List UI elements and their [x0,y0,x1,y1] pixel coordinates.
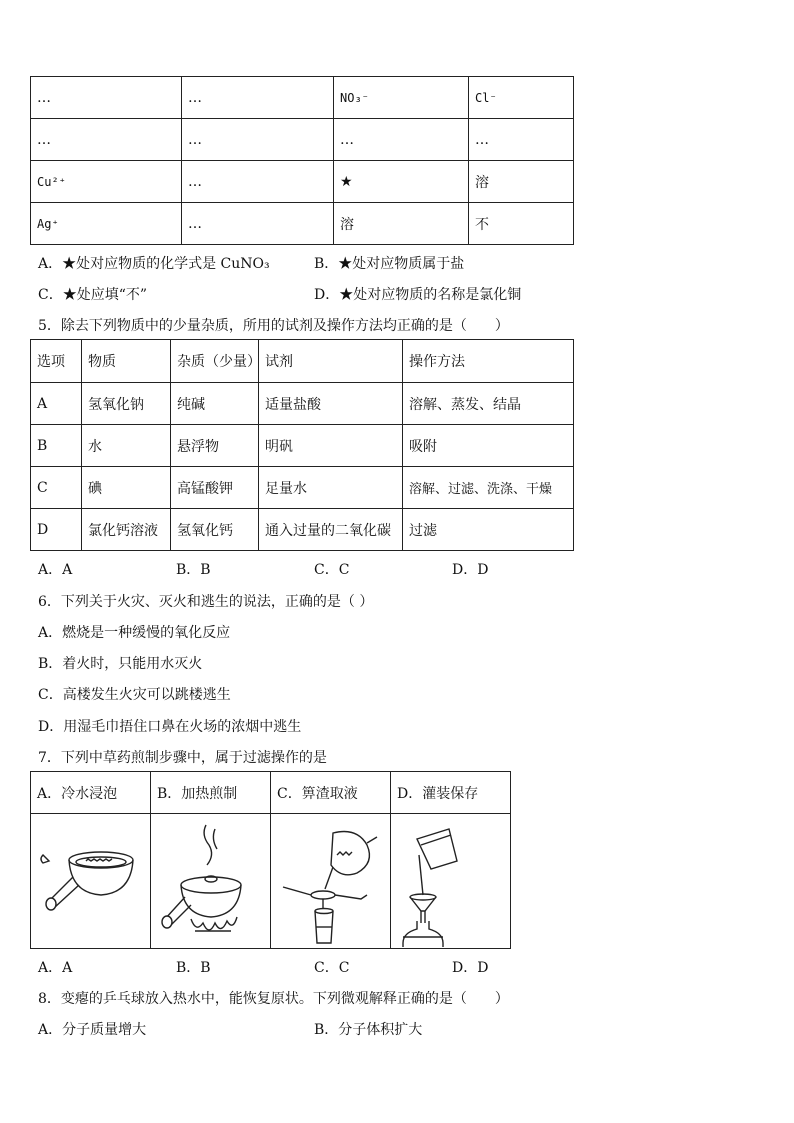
impurity-removal-table [30,339,574,551]
cell: 纯碱 [171,383,259,425]
cell: … [182,161,334,203]
q6-option-b: B．着火时，只能用水灭火 [38,656,203,672]
q8-option-b: B．分子体积扩大 [314,1022,423,1038]
heating-illustration [151,814,271,949]
cell: … [182,77,334,119]
cell: 溶解、蒸发、结晶 [403,383,574,425]
cell: 溶 [469,161,574,203]
q7-answer-d: D．D [452,960,489,976]
header-cell: C．箅渣取液 [271,772,391,814]
q7-stem: 7．下列中草药煎制步骤中，属于过滤操作的是 [38,750,327,766]
cell: Cl⁻ [469,77,574,119]
cell: 吸附 [403,425,574,467]
cell: C [31,467,82,509]
ion-solubility-table [30,76,574,245]
q5-stem: 5．除去下列物质中的少量杂质，所用的试剂及操作方法均正确的是（ ） [38,318,509,334]
q8-option-a: A．分子质量增大 [38,1022,147,1038]
cell: … [31,77,182,119]
q4-option-d: D．★处对应物质的名称是氯化铜 [314,287,522,303]
cell: Ag⁺ [31,203,182,245]
header-cell: D．灌装保存 [391,772,511,814]
cell: 明矾 [259,425,403,467]
header-cell: A．冷水浸泡 [31,772,151,814]
q5-answer-b: B．B [176,562,211,578]
cell: B [31,425,82,467]
header-cell: 物质 [82,340,171,383]
cell: 高锰酸钾 [171,467,259,509]
star-cell: ★ [334,161,469,203]
filtering-illustration [271,814,391,949]
q6-option-a: A．燃烧是一种缓慢的氧化反应 [38,625,231,641]
cell: … [334,119,469,161]
cell: 足量水 [259,467,403,509]
cell: … [182,119,334,161]
cell: 氢氧化钙 [171,509,259,551]
cell: 碘 [82,467,171,509]
cell: 不 [469,203,574,245]
q7-answer-c: C．C [314,960,350,976]
q5-answer-d: D．D [452,562,489,578]
cell: 溶 [334,203,469,245]
bottling-illustration [391,814,511,949]
header-cell: 杂质（少量） [171,340,259,383]
cell: 通入过量的二氧化碳 [259,509,403,551]
header-cell: 选项 [31,340,82,383]
header-cell: 操作方法 [403,340,574,383]
cell: NO₃⁻ [334,77,469,119]
header-cell: B．加热煎制 [151,772,271,814]
q6-stem: 6．下列关于火灾、灭火和逃生的说法，正确的是（ ） [38,594,374,610]
soaking-illustration [31,814,151,949]
cell: 过滤 [403,509,574,551]
q6-option-c: C．高楼发生火灾可以跳楼逃生 [38,687,231,703]
cell: … [31,119,182,161]
cell: … [469,119,574,161]
q8-stem: 8．变瘪的乒乓球放入热水中，能恢复原状。下列微观解释正确的是（ ） [38,991,509,1007]
cell: 氯化钙溶液 [82,509,171,551]
q5-answer-c: C．C [314,562,350,578]
cell: … [182,203,334,245]
cell: 适量盐酸 [259,383,403,425]
q6-option-d: D．用湿毛巾捂住口鼻在火场的浓烟中逃生 [38,719,302,735]
cell: 溶解、过滤、洗涤、干燥 [403,467,574,509]
q4-option-b: B．★处对应物质属于盐 [314,256,465,272]
q4-option-a: A．★处对应物质的化学式是 CuNO₃ [38,256,270,272]
header-cell: 试剂 [259,340,403,383]
q7-answer-b: B．B [176,960,211,976]
cell: 水 [82,425,171,467]
cell: D [31,509,82,551]
cell: 悬浮物 [171,425,259,467]
herbal-steps-table [30,771,511,949]
q7-answer-a: A．A [38,960,73,976]
q4-option-c: C．★处应填“不” [38,287,148,303]
cell: Cu²⁺ [31,161,182,203]
q5-answer-a: A．A [38,562,73,578]
cell: A [31,383,82,425]
cell: 氢氧化钠 [82,383,171,425]
